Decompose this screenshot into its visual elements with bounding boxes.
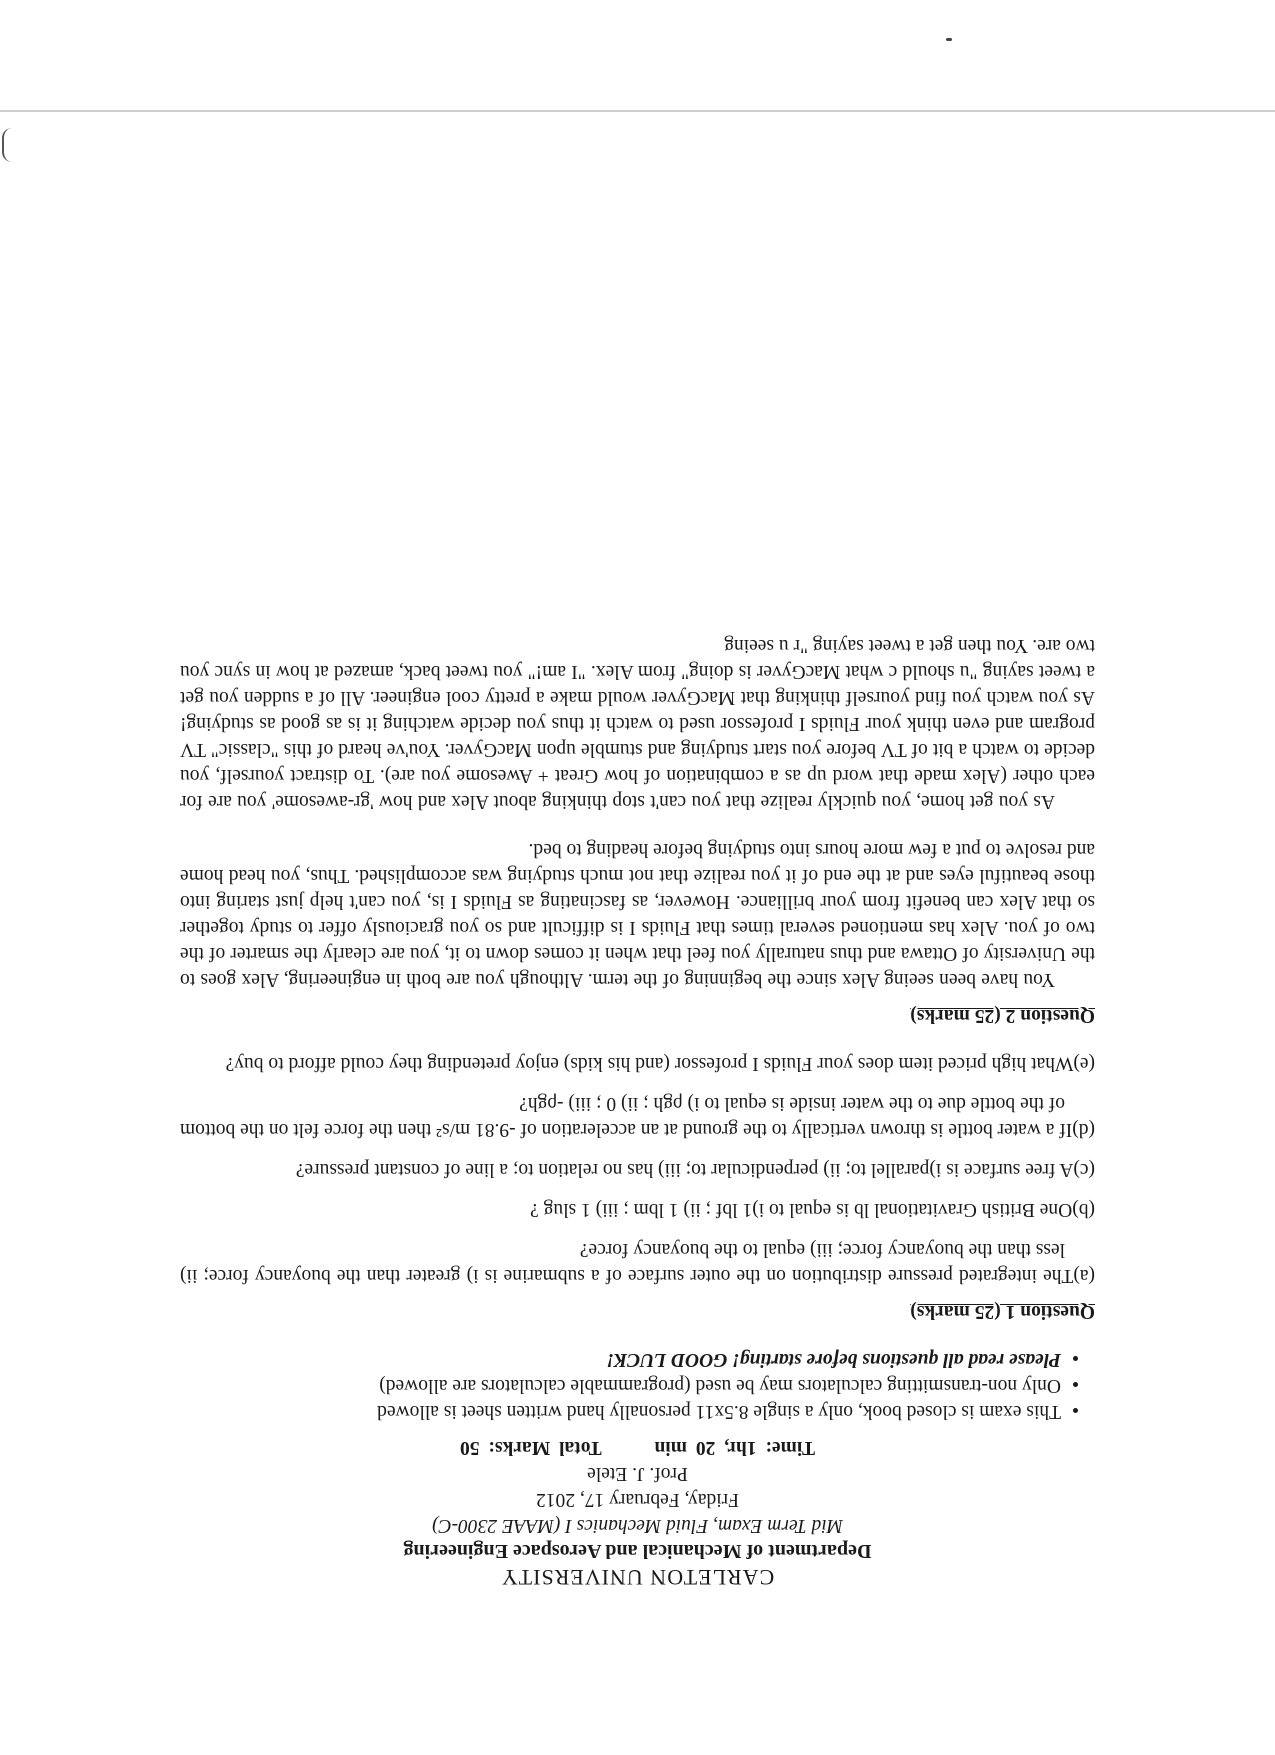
question-2-title: Question 2 (25 marks): [910, 1005, 1095, 1026]
exam-date: Friday, February 17, 2012: [536, 1489, 739, 1510]
question-2-paragraph: You have been seeing Alex since the beginning of the term. Although you are both in engineering, Alex goes to the University of Ottawa and thus naturally you feel that when it comes down to it, you are clearly the smarter of the two of you. Alex has mentioned several times that Fluids I is difficult and so you graciously offer to study together so that Alex can benefit from your brilliance. However, as fascinating as Fluids I is, you can't help just staring into those beautiful eyes and at the end of it you realize that not much studying was accomplished. Thus, you head home and resolve to put a few more hours into studying before heading to bed.: [180, 839, 1095, 990]
question-1-item: (d)If a water bottle is thrown vertically to the ground at an acceleration of -9.81 m/s² then the force felt on the bottom of the bottle due to the water inside is equal to i) ρgh ; ii) 0 ; iii) -ρgh?: [180, 1093, 1095, 1140]
university-name: CARLETON UNIVERSITY: [500, 1565, 775, 1590]
total-marks: Total Marks: 50: [460, 1437, 602, 1458]
rule-item: • Please read all questions before starting! GOOD LUCK!: [180, 1346, 1061, 1372]
time-and-marks: [180, 1434, 1095, 1460]
exam-time: Time: 1hr, 20 min: [654, 1437, 815, 1458]
question-1-item: (b)One British Gravitational lb is equal to i)1 lbf ; ii) 1 lbm ; iii) 1 slug ?: [530, 1199, 1095, 1220]
rule-item: • Only non-transmitting calculators may be used (programmable calculators are allowed): [180, 1372, 1061, 1398]
exam-rules: [180, 1346, 1095, 1424]
exam-title: Mid Term Exam, Fluid Mechanics I (MAAE 2300-C): [432, 1515, 843, 1536]
question-1-title: Question 1 (25 marks): [910, 1301, 1095, 1322]
exam-header: [180, 1434, 1095, 1590]
rule-item: • This exam is closed book, only a single 8.5x11 personally hand written sheet is allowed: [180, 1398, 1061, 1424]
question-1-item: (c)A free surface is i)parallel to; ii) perpendicular to; iii) has no relation to; a line of constant pressure?: [295, 1159, 1095, 1180]
department-name: Department of Mechanical and Aerospace Engineering: [403, 1540, 872, 1562]
scan-margin-mark: [2, 128, 14, 162]
question-2-paragraph: As you get home, you quickly realize that you can't stop thinking about Alex and how 'gr-awesome' you are for each other (Alex made that word up as a combination of how Great + Awesome you are). To distract yourself, you decide to watch a bit of TV before you start studying and stumble upon MacGyver. You've heard of this "classic" TV program and even think your Fluids I professor used to watch it thus you decide watching it is as good as studying! As you watch you find yourself thinking that MacGyver would make a pretty cool engineer. All of a sudden you get a tweet saying "u should c what MacGyver is doing" from Alex. "I am!" you tweet back, amazed at how in sync you two are. You then get a tweet saying "r u seeing: [180, 635, 1095, 812]
question-1-item: (e)What high priced item does your Fluids I professor (and his kids) enjoy pretending they could afford to buy?: [225, 1053, 1095, 1074]
professor-name: Prof. J. Etele: [587, 1463, 688, 1484]
scan-edge-line: [0, 110, 1275, 112]
exam-page: [180, 320, 1095, 1650]
question-1-item: (a)The integrated pressure distribution on the outer surface of a submarine is i) greater than the buoyancy force; ii) less than the buoyancy force; iii) equal to the buoyancy force?: [180, 1239, 1095, 1286]
scan-speck: [946, 38, 952, 41]
